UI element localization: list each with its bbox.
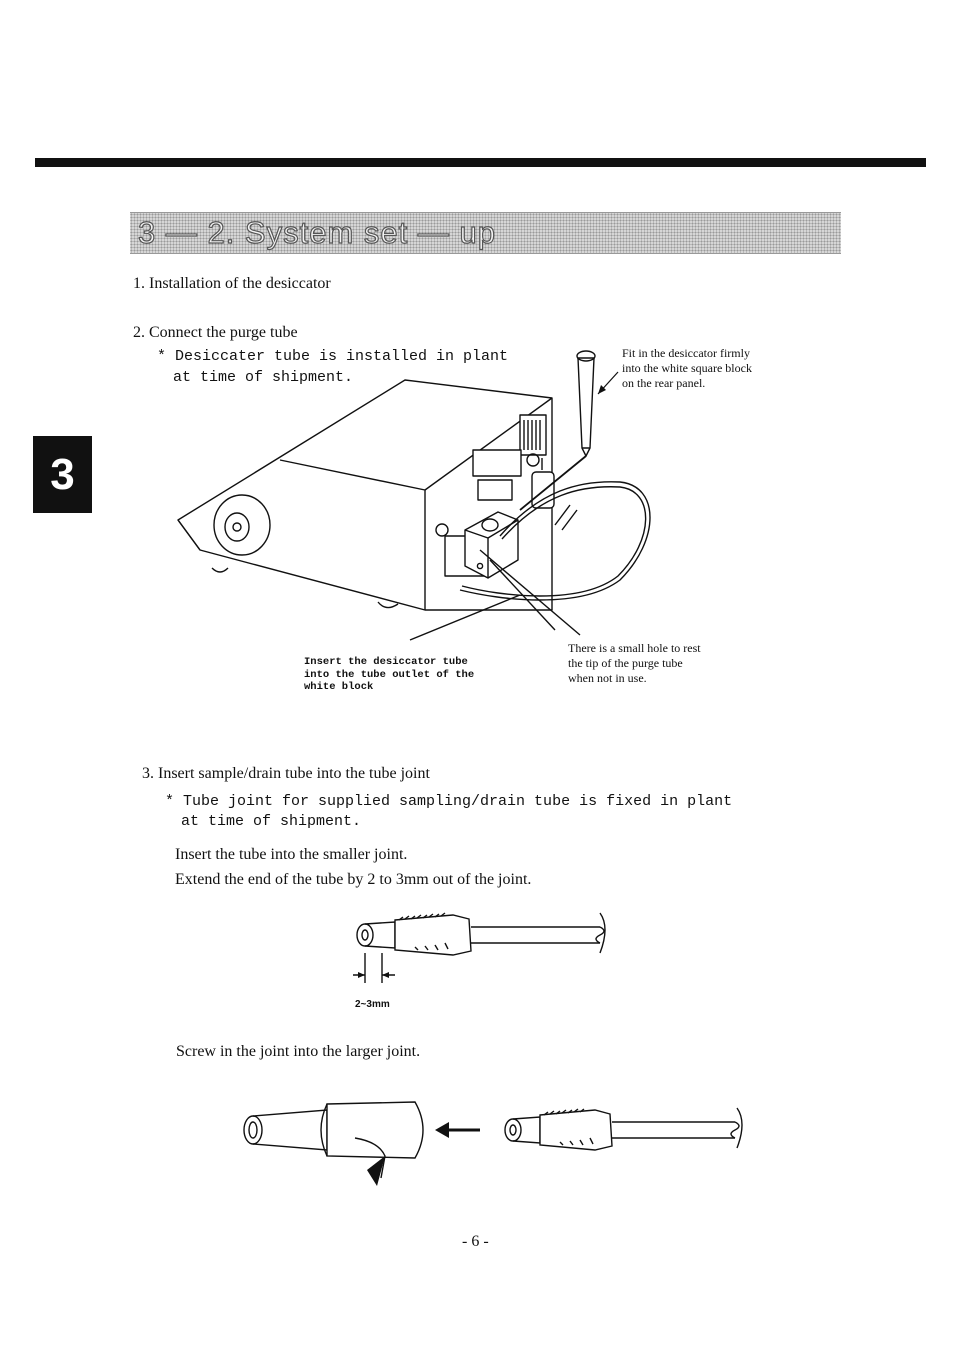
desiccator-illustration	[160, 340, 660, 620]
step-3-note-line1: * Tube joint for supplied sampling/drain tube is fixed in plant	[165, 793, 733, 810]
callout-fit-arrow	[594, 370, 624, 400]
step-3-heading: 3. Insert sample/drain tube into the tube joint	[142, 765, 430, 782]
section-banner	[130, 212, 841, 254]
callout-hole-line1: There is a small hole to rest	[568, 641, 701, 655]
step-3-note-line2: at time of shipment.	[181, 813, 362, 830]
callout-fit-line2: into the white square block	[622, 361, 752, 375]
dimension-label: 2~3mm	[355, 999, 390, 1010]
callout-hole-line2: the tip of the purge tube	[568, 656, 683, 670]
step-2-heading: 2. Connect the purge tube	[133, 324, 298, 341]
large-joint-illustration	[235, 1090, 755, 1185]
instruction-insert-tube: Insert the tube into the smaller joint.	[175, 846, 408, 863]
chapter-tab: 3	[33, 436, 92, 513]
small-joint-illustration	[335, 905, 615, 995]
callout-insert-line3: white block	[304, 681, 374, 693]
callout-hole-line3: when not in use.	[568, 671, 647, 685]
callout-hole	[568, 641, 701, 686]
page-number: - 6 -	[462, 1233, 489, 1250]
step-1-heading: 1. Installation of the desiccator	[133, 275, 331, 292]
callout-fit-line1: Fit in the desiccator firmly	[622, 346, 750, 360]
header-rule	[35, 158, 926, 167]
step-2-note-line2: at time of shipment.	[173, 369, 354, 386]
callout-insert-line1: Insert the desiccator tube	[304, 656, 468, 668]
callout-insert	[304, 656, 474, 694]
instruction-screw-joint: Screw in the joint into the larger joint.	[176, 1043, 421, 1060]
instruction-extend-tube: Extend the end of the tube by 2 to 3mm out of the joint.	[175, 871, 532, 888]
callout-insert-line2: into the tube outlet of the	[304, 668, 475, 681]
section-title: 3 — 2. System set — up	[138, 215, 496, 250]
step-2-note-line1: * Desiccater tube is installed in plant	[157, 348, 509, 365]
callout-fit-line3: on the rear panel.	[622, 376, 706, 390]
